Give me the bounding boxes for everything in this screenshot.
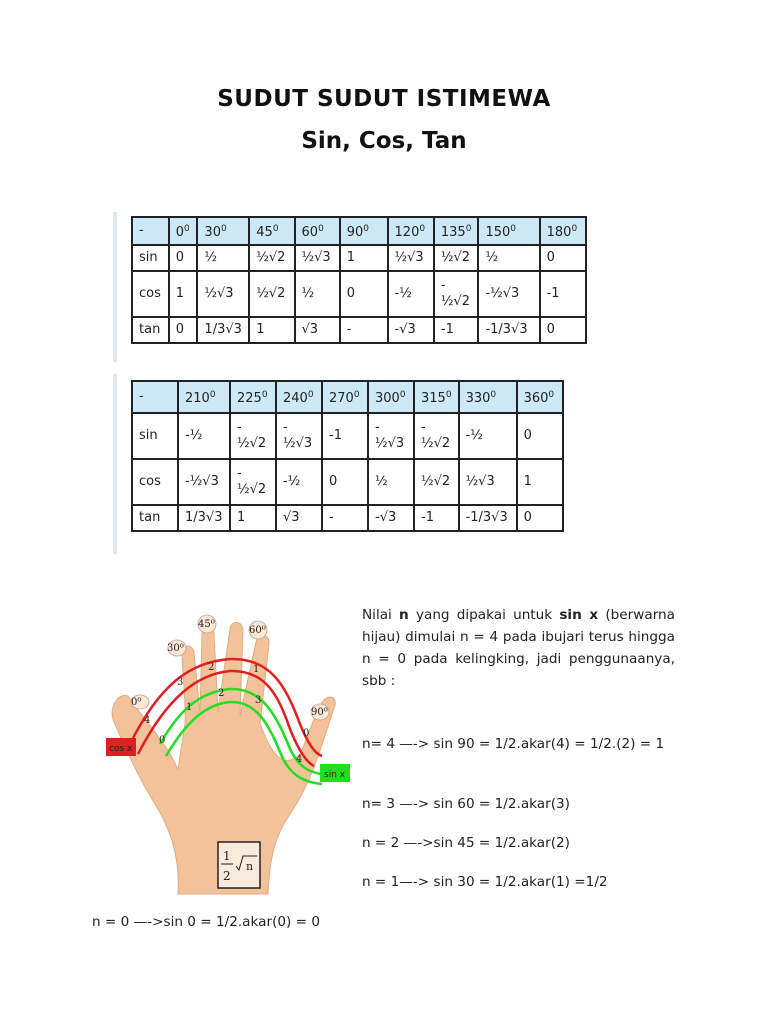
table-header-cell: $30^0$ xyxy=(197,217,249,245)
table-row xyxy=(132,413,563,459)
table-cell: 0 xyxy=(322,459,368,505)
table-cell: ½√2 xyxy=(249,271,294,317)
table-cell: -½√3 xyxy=(178,459,230,505)
formula-radicand: n xyxy=(246,860,254,873)
green-number: 1 xyxy=(186,702,193,713)
table-cell: - ½√2 xyxy=(434,271,479,317)
red-number: 1 xyxy=(253,664,260,675)
table-header-cell: $240^0$ xyxy=(276,381,322,413)
row-label-cell: sin xyxy=(132,245,169,271)
row-label-cell: tan xyxy=(132,317,169,343)
green-number: 2 xyxy=(218,688,225,699)
table-cell: 0 xyxy=(169,245,198,271)
row-label-cell: cos xyxy=(132,271,169,317)
desc-text: (berwarna hijau) dimulai n = 4 pada ibujari terus hingga n = 0 pada kelingking, jadi penggunaanya, sbb : xyxy=(362,607,676,689)
table-cell: 0 xyxy=(540,245,586,271)
red-number: 4 xyxy=(144,715,151,726)
sin-label: sin x xyxy=(324,770,346,780)
table-cell: 1/3√3 xyxy=(197,317,249,343)
table2-container xyxy=(113,374,587,554)
table-cell: √3 xyxy=(295,317,340,343)
table-header-row xyxy=(132,381,563,413)
table-header-cell: $120^0$ xyxy=(388,217,434,245)
table-row xyxy=(132,317,586,343)
desc-text: yang dipakai untuk xyxy=(408,607,560,623)
table-header-cell: $330^0$ xyxy=(459,381,517,413)
table-cell: 1/3√3 xyxy=(178,505,230,531)
table-cell: -½ xyxy=(276,459,322,505)
page-title: SUDUT SUDUT ISTIMEWA xyxy=(217,86,551,112)
formula-line: n = 0 —->sin 0 = 1/2.akar(0) = 0 xyxy=(92,914,321,930)
table-cell: -½ xyxy=(178,413,230,459)
table-cell: -1/3√3 xyxy=(478,317,539,343)
table-cell: 0 xyxy=(517,505,563,531)
formula-line: n= 3 —-> sin 60 = 1/2.akar(3) xyxy=(362,796,570,812)
table-cell: -1/3√3 xyxy=(459,505,517,531)
green-number: 3 xyxy=(255,695,262,706)
red-number: 0 xyxy=(303,728,310,739)
table-cell: - xyxy=(322,505,368,531)
angle-label: 0⁰ xyxy=(131,697,142,708)
table-cell: - ½√2 xyxy=(414,413,459,459)
table-row xyxy=(132,505,563,531)
row-label-cell: cos xyxy=(132,459,178,505)
table-cell: 1 xyxy=(517,459,563,505)
green-number: 0 xyxy=(159,735,166,746)
table-cell: -1 xyxy=(322,413,368,459)
table-cell: -½ xyxy=(388,271,434,317)
table-cell: 0 xyxy=(169,317,198,343)
table-header-cell: $315^0$ xyxy=(414,381,459,413)
table-cell: ½√2 xyxy=(414,459,459,505)
table-cell: ½ xyxy=(197,245,249,271)
table-cell: - ½√2 xyxy=(230,413,276,459)
table-cell: ½ xyxy=(368,459,414,505)
formula-line: n = 2 —->sin 45 = 1/2.akar(2) xyxy=(362,835,570,851)
formula-line: n = 1—-> sin 30 = 1/2.akar(1) =1/2 xyxy=(362,874,608,890)
angle-label: 60⁰ xyxy=(249,625,266,636)
table-header-cell: - xyxy=(132,381,178,413)
table-header-cell: $135^0$ xyxy=(434,217,479,245)
table-cell: -½ xyxy=(459,413,517,459)
formula-line: n= 4 —-> sin 90 = 1/2.akar(4) = 1/2.(2) = 1 xyxy=(362,736,665,752)
table-cell: -√3 xyxy=(388,317,434,343)
red-number: 2 xyxy=(208,662,215,673)
page-subtitle: Sin, Cos, Tan xyxy=(301,128,467,154)
red-number: 3 xyxy=(177,677,184,688)
table-row xyxy=(132,459,563,505)
desc-n: n xyxy=(399,607,409,623)
table-cell: ½√2 xyxy=(434,245,479,271)
table-cell: -1 xyxy=(434,317,479,343)
table-header-cell: $0^0$ xyxy=(169,217,198,245)
cos-label: cos x xyxy=(109,744,133,754)
angle-label: 90⁰ xyxy=(311,707,328,718)
table-cell: - ½√3 xyxy=(368,413,414,459)
row-label-cell: tan xyxy=(132,505,178,531)
table-header-cell: $360^0$ xyxy=(517,381,563,413)
table-cell: -1 xyxy=(414,505,459,531)
trig-table-2 xyxy=(131,380,564,532)
table-header-cell: $270^0$ xyxy=(322,381,368,413)
table-cell: - xyxy=(340,317,388,343)
table-header-cell: $210^0$ xyxy=(178,381,230,413)
table1-container xyxy=(113,212,587,362)
row-label-cell: sin xyxy=(132,413,178,459)
table-header-cell: $225^0$ xyxy=(230,381,276,413)
table-header-cell: $300^0$ xyxy=(368,381,414,413)
table-cell: -½√3 xyxy=(478,271,539,317)
table-header-cell: $60^0$ xyxy=(295,217,340,245)
table-cell: -√3 xyxy=(368,505,414,531)
table-cell: 1 xyxy=(230,505,276,531)
table-cell: ½√2 xyxy=(249,245,294,271)
angle-label: 45⁰ xyxy=(198,619,215,630)
table-header-cell: - xyxy=(132,217,169,245)
table-cell: ½√3 xyxy=(388,245,434,271)
trig-table-1 xyxy=(131,216,587,344)
table-cell: 0 xyxy=(340,271,388,317)
hand-diagram xyxy=(100,604,362,896)
table-cell: - ½√2 xyxy=(230,459,276,505)
table-cell: ½√3 xyxy=(459,459,517,505)
green-number: 4 xyxy=(296,754,303,765)
table-header-cell: $180^0$ xyxy=(540,217,586,245)
angle-label: 30⁰ xyxy=(167,643,184,654)
table-cell: ½√3 xyxy=(295,245,340,271)
table-cell: ½ xyxy=(295,271,340,317)
table-cell: 0 xyxy=(540,317,586,343)
table-cell: ½ xyxy=(478,245,539,271)
table-cell: -1 xyxy=(540,271,586,317)
table-header-cell: $150^0$ xyxy=(478,217,539,245)
table-cell: 1 xyxy=(249,317,294,343)
formula-denominator: 2 xyxy=(223,869,231,883)
table-cell: 1 xyxy=(169,271,198,317)
table-header-cell: $90^0$ xyxy=(340,217,388,245)
desc-sinx: sin x xyxy=(559,607,599,623)
table-cell: ½√3 xyxy=(197,271,249,317)
formula-numerator: 1 xyxy=(223,849,231,863)
table-cell: 0 xyxy=(517,413,563,459)
table-row xyxy=(132,245,586,271)
description-paragraph xyxy=(362,604,675,692)
table-cell: 1 xyxy=(340,245,388,271)
table-header-cell: $45^0$ xyxy=(249,217,294,245)
table-cell: √3 xyxy=(276,505,322,531)
table-header-row xyxy=(132,217,586,245)
desc-text: Nilai xyxy=(362,607,400,623)
table-cell: - ½√3 xyxy=(276,413,322,459)
table-row xyxy=(132,271,586,317)
